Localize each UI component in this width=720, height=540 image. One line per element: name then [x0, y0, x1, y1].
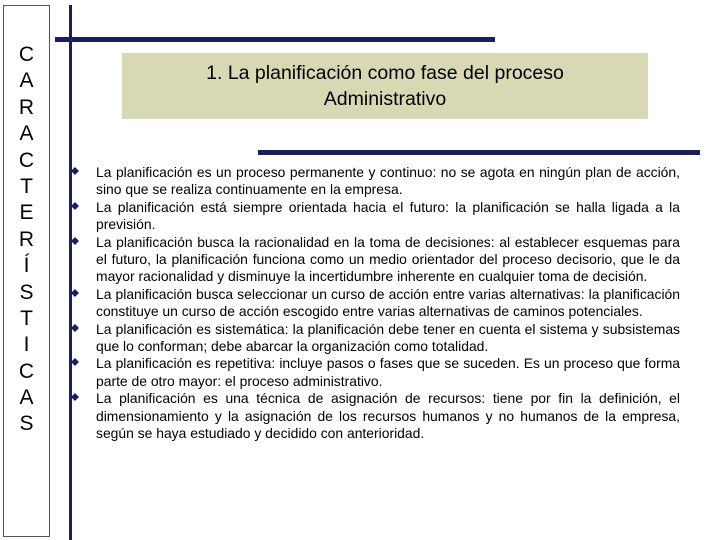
list-item-text: La planificación busca la racionalidad en la toma de decisiones: al establecer esquemas para el futuro, la planificación funciona como un medio orientador del proceso decisorio, que le da mayor racionalidad y disminuye la incertidumbre inherente en cualquier toma de decisión. — [96, 233, 680, 285]
middle-accent-bar — [258, 150, 700, 155]
list-item-text: La planificación es un proceso permanente y continuo: no se agota en ningún plan de acción, sino que se realiza continuamente en la empresa. — [96, 164, 680, 198]
vertical-letter: Í — [23, 254, 30, 278]
vertical-letter: S — [19, 412, 34, 436]
list-item-text: La planificación es una técnica de asignación de recursos: tiene por fin la definición, el dimensionamiento y la asignación de los recursos humanos y no humanos de la empresa, según se haya estudiado y decidido con anterioridad. — [96, 390, 680, 442]
slide-title-line2: Administrativo — [323, 88, 447, 110]
vertical-letter: T — [20, 174, 33, 198]
vertical-letter: A — [19, 386, 34, 410]
list-item-text: La planificación está siempre orientada hacia el futuro: la planificación se halla ligada a la previsión. — [96, 198, 680, 233]
list-item-text: La planificación es sistemática: la planificación debe tener en cuenta el sistema y subsistemas que lo conforman; debe abarcar la organización como totalidad. — [96, 320, 680, 355]
list-item-text: La planificación es repetitiva: incluye pasos o fases que se suceden. Es un proceso que forma parte de otro mayor: el proceso administrativo. — [96, 355, 680, 389]
vertical-letter: A — [19, 122, 34, 146]
diamond-bullet-icon — [71, 289, 79, 297]
list-item — [96, 234, 680, 286]
slide-title-box — [122, 53, 648, 119]
list-item — [96, 199, 680, 234]
slide-title — [206, 60, 564, 112]
list-item — [96, 355, 680, 390]
diamond-bullet-icon — [71, 324, 79, 332]
diamond-bullet-icon — [71, 167, 79, 175]
diamond-bullet-icon — [71, 202, 79, 210]
vertical-letter: S — [19, 280, 34, 304]
list-item — [96, 286, 680, 321]
vertical-letter: C — [18, 43, 35, 66]
vertical-letter: I — [23, 333, 30, 357]
characteristics-list — [96, 164, 680, 443]
list-item — [96, 390, 680, 442]
vertical-letter: T — [20, 306, 33, 330]
vertical-divider — [69, 5, 72, 540]
vertical-title — [4, 42, 49, 438]
diamond-bullet-icon — [71, 393, 79, 401]
vertical-letter: C — [18, 359, 35, 383]
vertical-title-box — [3, 5, 50, 537]
slide-title-line1: 1. La planificación como fase del proceso — [206, 62, 564, 84]
diamond-bullet-icon — [71, 358, 79, 366]
vertical-letter: E — [19, 201, 34, 225]
list-item — [96, 164, 680, 199]
list-item — [96, 321, 680, 356]
vertical-letter: C — [18, 148, 35, 172]
top-accent-bar — [55, 37, 495, 42]
vertical-letter: R — [18, 95, 35, 119]
diamond-bullet-icon — [71, 237, 79, 245]
vertical-letter: R — [18, 227, 35, 251]
vertical-letter: A — [19, 69, 34, 93]
list-item-text: La planificación busca seleccionar un curso de acción entre varias alternativas: la planificación constituye un curso de acción escogido entre varias alternativas de caminos potenciales. — [96, 285, 680, 320]
